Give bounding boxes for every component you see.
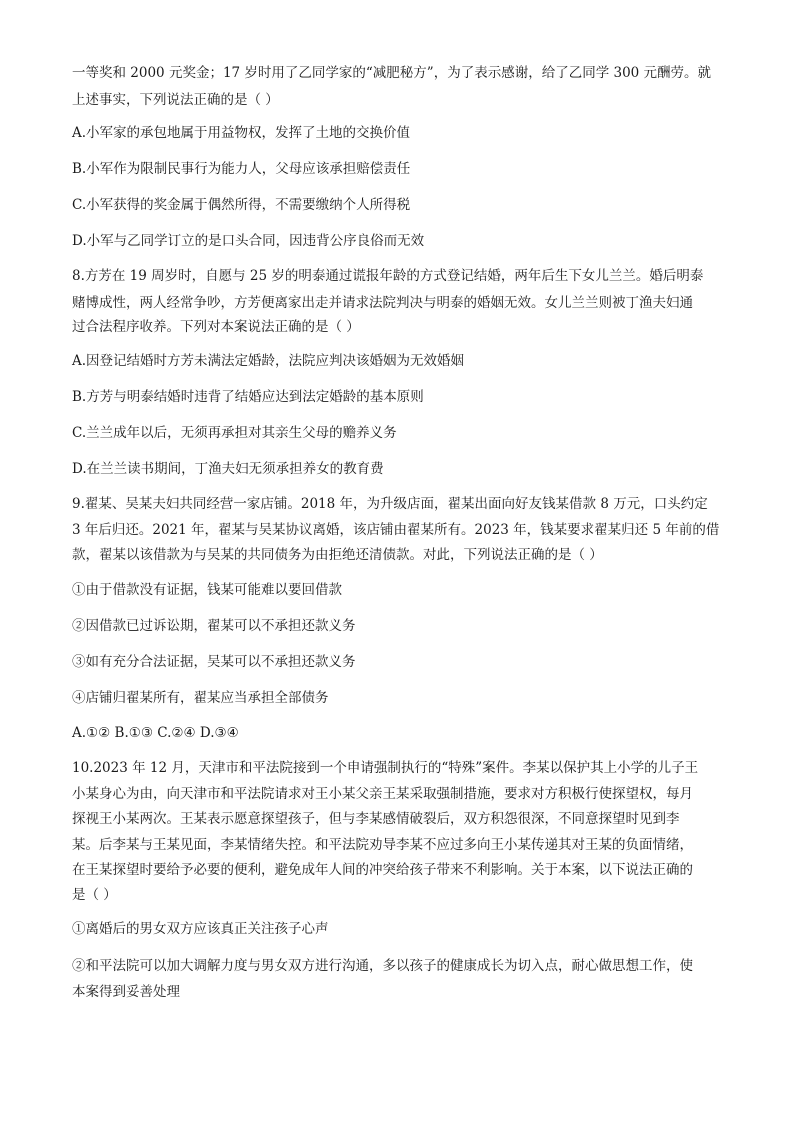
- q9-statement-2: ②因借款已过诉讼期，翟某可以不承担还款义务: [72, 618, 356, 634]
- q10-statement-1: ①离婚后的男女双方应该真正关注孩子心声: [72, 921, 329, 937]
- q9-statement-3: ③如有充分合法证据，吴某可以不承担还款义务: [72, 654, 356, 670]
- q10-stem-line-1: 10.2023 年 12 月，天津市和平法院接到一个申请强制执行的“特殊”案件。李某以保护其上小学的儿子王: [72, 760, 699, 776]
- q7-option-a: A.小军家的承包地属于用益物权，发挥了土地的交换价值: [72, 125, 411, 141]
- q7-stem-line-2: 上述事实，下列说法正确的是（ ）: [72, 92, 279, 108]
- q10-stem-line-3: 探视王小某两次。王某表示愿意探望孩子，但与李某感情破裂后，双方积怨很深，不同意探望时见到李: [72, 811, 680, 827]
- q8-stem-line-3: 过合法程序收养。下列对本案说法正确的是（ ）: [72, 319, 360, 335]
- q7-option-d: D.小军与乙同学订立的是口头合同，因违背公序良俗而无效: [72, 233, 425, 249]
- q9-options: A.①② B.①③ C.②④ D.③④: [72, 725, 239, 741]
- q10-stem-line-2: 小某身心为由，向天津市和平法院请求对王小某父亲王某采取强制措施，要求对方积极行使探望权，每月: [72, 786, 693, 802]
- q9-stem-line-3: 款，翟某以该借款为与吴某的共同债务为由拒绝还清债款。对此，下列说法正确的是（ ）: [72, 547, 603, 563]
- q8-option-d: D.在兰兰读书期间，丁渔夫妇无须承担养女的教育费: [72, 461, 384, 477]
- q9-statement-4: ④店铺归翟某所有，翟某应当承担全部债务: [72, 690, 329, 706]
- q8-option-a: A.因登记结婚时方芳未满法定婚龄，法院应判决该婚姻为无效婚姻: [72, 353, 465, 369]
- q10-stem-line-6: 是（ ）: [72, 887, 117, 903]
- q9-statement-1: ①由于借款没有证据，钱某可能难以要回借款: [72, 582, 342, 598]
- q10-stem-line-4: 某。后李某与王某见面，李某情绪失控。和平法院劝导李某不应过多向王小某传递其对王某的负面情绪，: [72, 837, 693, 853]
- q10-statement-2-line-2: 本案得到妥善处理: [72, 984, 180, 1000]
- q8-stem-line-2: 赌博成性，两人经常争吵，方芳便离家出走并请求法院判决与明泰的婚姻无效。女儿兰兰则被丁渔夫妇通: [72, 295, 693, 311]
- q7-option-b: B.小军作为限制民事行为能力人，父母应该承担赔偿责任: [72, 161, 411, 177]
- q9-stem-line-1: 9.翟某、吴某夫妇共同经营一家店铺。2018 年，为升级店面，翟某出面向好友钱某借款 8 万元，口头约定: [72, 496, 708, 512]
- q8-option-c: C.兰兰成年以后，无须再承担对其亲生父母的赡养义务: [72, 425, 397, 441]
- q7-option-c: C.小军获得的奖金属于偶然所得，不需要缴纳个人所得税: [72, 197, 411, 213]
- q8-option-b: B.方芳与明泰结婚时违背了结婚应达到法定婚龄的基本原则: [72, 389, 424, 405]
- q7-stem-line-1: 一等奖和 2000 元奖金；17 岁时用了乙同学家的“减肥秘方”，为了表示感谢，给了乙同学 300 元酬劳。就: [72, 65, 712, 81]
- q8-stem-line-1: 8.方芳在 19 周岁时，自愿与 25 岁的明泰通过谎报年龄的方式登记结婚，两年后生下女儿兰兰。婚后明泰: [72, 268, 704, 284]
- q9-stem-line-2: 3 年后归还。2021 年，翟某与吴某协议离婚，该店铺由翟某所有。2023 年，钱某要求翟某归还 5 年前的借: [72, 522, 720, 538]
- q10-stem-line-5: 在王某探望时要给予必要的便利，避免成年人间的冲突给孩子带来不利影响。关于本案，以下说法正确的: [72, 862, 693, 878]
- q10-statement-2-line-1: ②和平法院可以加大调解力度与男女双方进行沟通，多以孩子的健康成长为切入点，耐心做思想工作，使: [72, 958, 693, 974]
